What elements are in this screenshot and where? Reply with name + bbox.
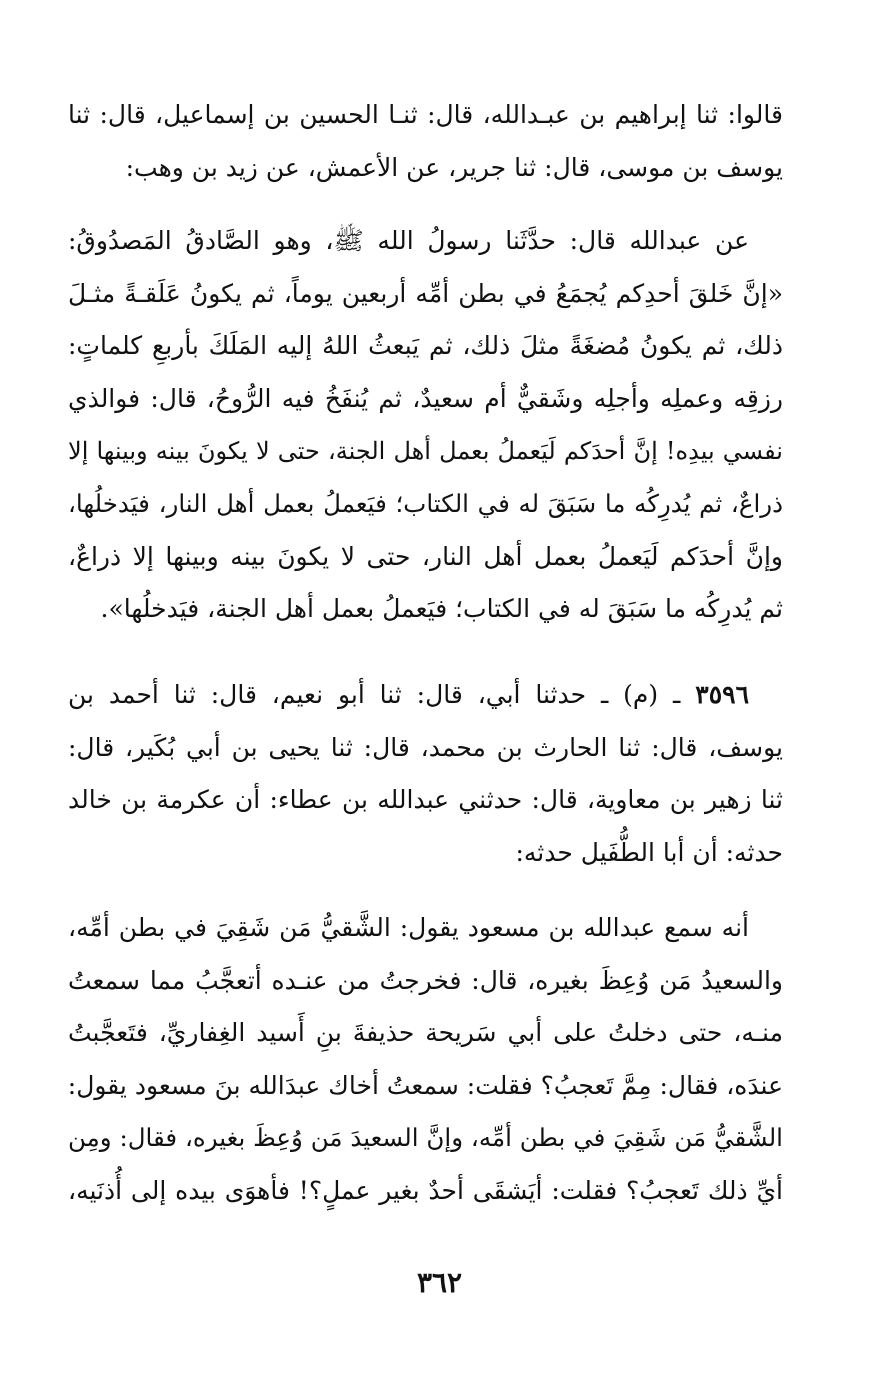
hadith-number: ٣٥٩٦: [695, 680, 749, 709]
text-line: أيِّ ذلك تَعجبُ؟ فقلت: أيَشقَى أحدٌ بغير عملٍ؟! فأهوَى بيده إلى أُذنَيه،: [68, 1175, 783, 1205]
text-line: حدثه: أن أبا الطُّفَيل حدثه:: [515, 837, 783, 867]
text-line: «إنَّ خَلقَ أحدِكم يُجمَعُ في بطن أمِّه أربعين يوماً، ثم يكونُ عَلَقـةً مثـلَ: [68, 278, 783, 308]
hadith-intro-text: ـ (م) ـ حدثنا أبي، قال: ثنا أبو نعيم، قال: ثنا أحمد بن: [68, 680, 696, 709]
text-line: يوسف بن موسى، قال: ثنا جرير، عن الأعمش، عن زيد بن وهب:: [125, 152, 783, 182]
text-line: أنه سمع عبدالله بن مسعود يقول: الشَّقيُّ مَن شَقِيَ في بطن أمِّه،: [68, 913, 749, 942]
paragraph-hadith-text-2: [68, 902, 783, 1218]
text-line: نفسي بيدِه! إنَّ أحدَكم لَيَعملُ بعمل أهل الجنة، حتى لا يكونَ بينه وبينها إلا: [68, 437, 783, 466]
text-line: قالوا: ثنا إبراهيم بن عبـدالله، قال: ثنـا الحسين بن إسماعيل، قال: ثنا: [68, 100, 783, 129]
text-line: رزقِه وعملِه وأجلِه وشَقيٌّ أم سعيدٌ، ثم يُنفَخُ فيه الرُّوحُ، قال: فوالذي: [68, 383, 783, 413]
text-line: ذراعٌ، ثم يُدرِكُه ما سَبَقَ له في الكتاب؛ فيَعملُ بعمل أهل النار، فيَدخلُها،: [68, 488, 783, 518]
text-line: والسعيدُ مَن وُعِظَ بغيره، قال: فخرجتُ من عنـده أتعجَّبُ مما سمعتُ: [68, 965, 783, 995]
text-line: منـه، حتى دخلتُ على أبي سَريحة حذيفةَ بنِ أَسيد الغِفاريِّ، فتَعجَّبتُ: [68, 1018, 783, 1048]
text-line: ثنا زهير بن معاوية، قال: حدثني عبدالله بن عطاء: أن عكرمة بن خالد: [68, 785, 783, 815]
text-line: عن عبدالله قال: حدَّثَنا رسولُ الله ﷺ، وهو الصَّادقُ المَصدُوقُ:: [68, 226, 749, 255]
text-line: ثم يُدرِكُه ما سَبَقَ له في الكتاب؛ فيَعملُ بعمل أهل الجنة، فيَدخلُها».: [100, 594, 783, 624]
paragraph-isnad-2: [68, 669, 783, 879]
text-line: الشَّقيُّ مَن شَقِيَ في بطن أمِّه، وإنَّ السعيدَ مَن وُعِظَ بغيره، فقال: ومِن: [68, 1123, 783, 1153]
text-line: وإنَّ أحدَكم لَيَعملُ بعمل أهل النار، حتى لا يكونَ بينه وبينها إلا ذراعٌ،: [68, 541, 783, 571]
text-line: [68, 669, 783, 722]
page-number: ٣٦٢: [416, 1266, 463, 1299]
text-line: ذلك، ثم يكونُ مُضغَةً مثلَ ذلك، ثم يَبعثُ اللهُ إليه المَلَكَ بأربعِ كلماتٍ:: [68, 331, 783, 361]
paragraph-hadith-text-1: [68, 215, 783, 636]
text-line: يوسف، قال: ثنا الحارث بن محمد، قال: ثنا يحيى بن أبي بُكَير، قال:: [68, 732, 783, 762]
text-line: عندَه، فقال: مِمَّ تَعجبُ؟ فقلت: سمعتُ أخاك عبدَالله بنَ مسعود يقول:: [67, 1070, 783, 1100]
paragraph-isnad-1: [68, 89, 783, 194]
